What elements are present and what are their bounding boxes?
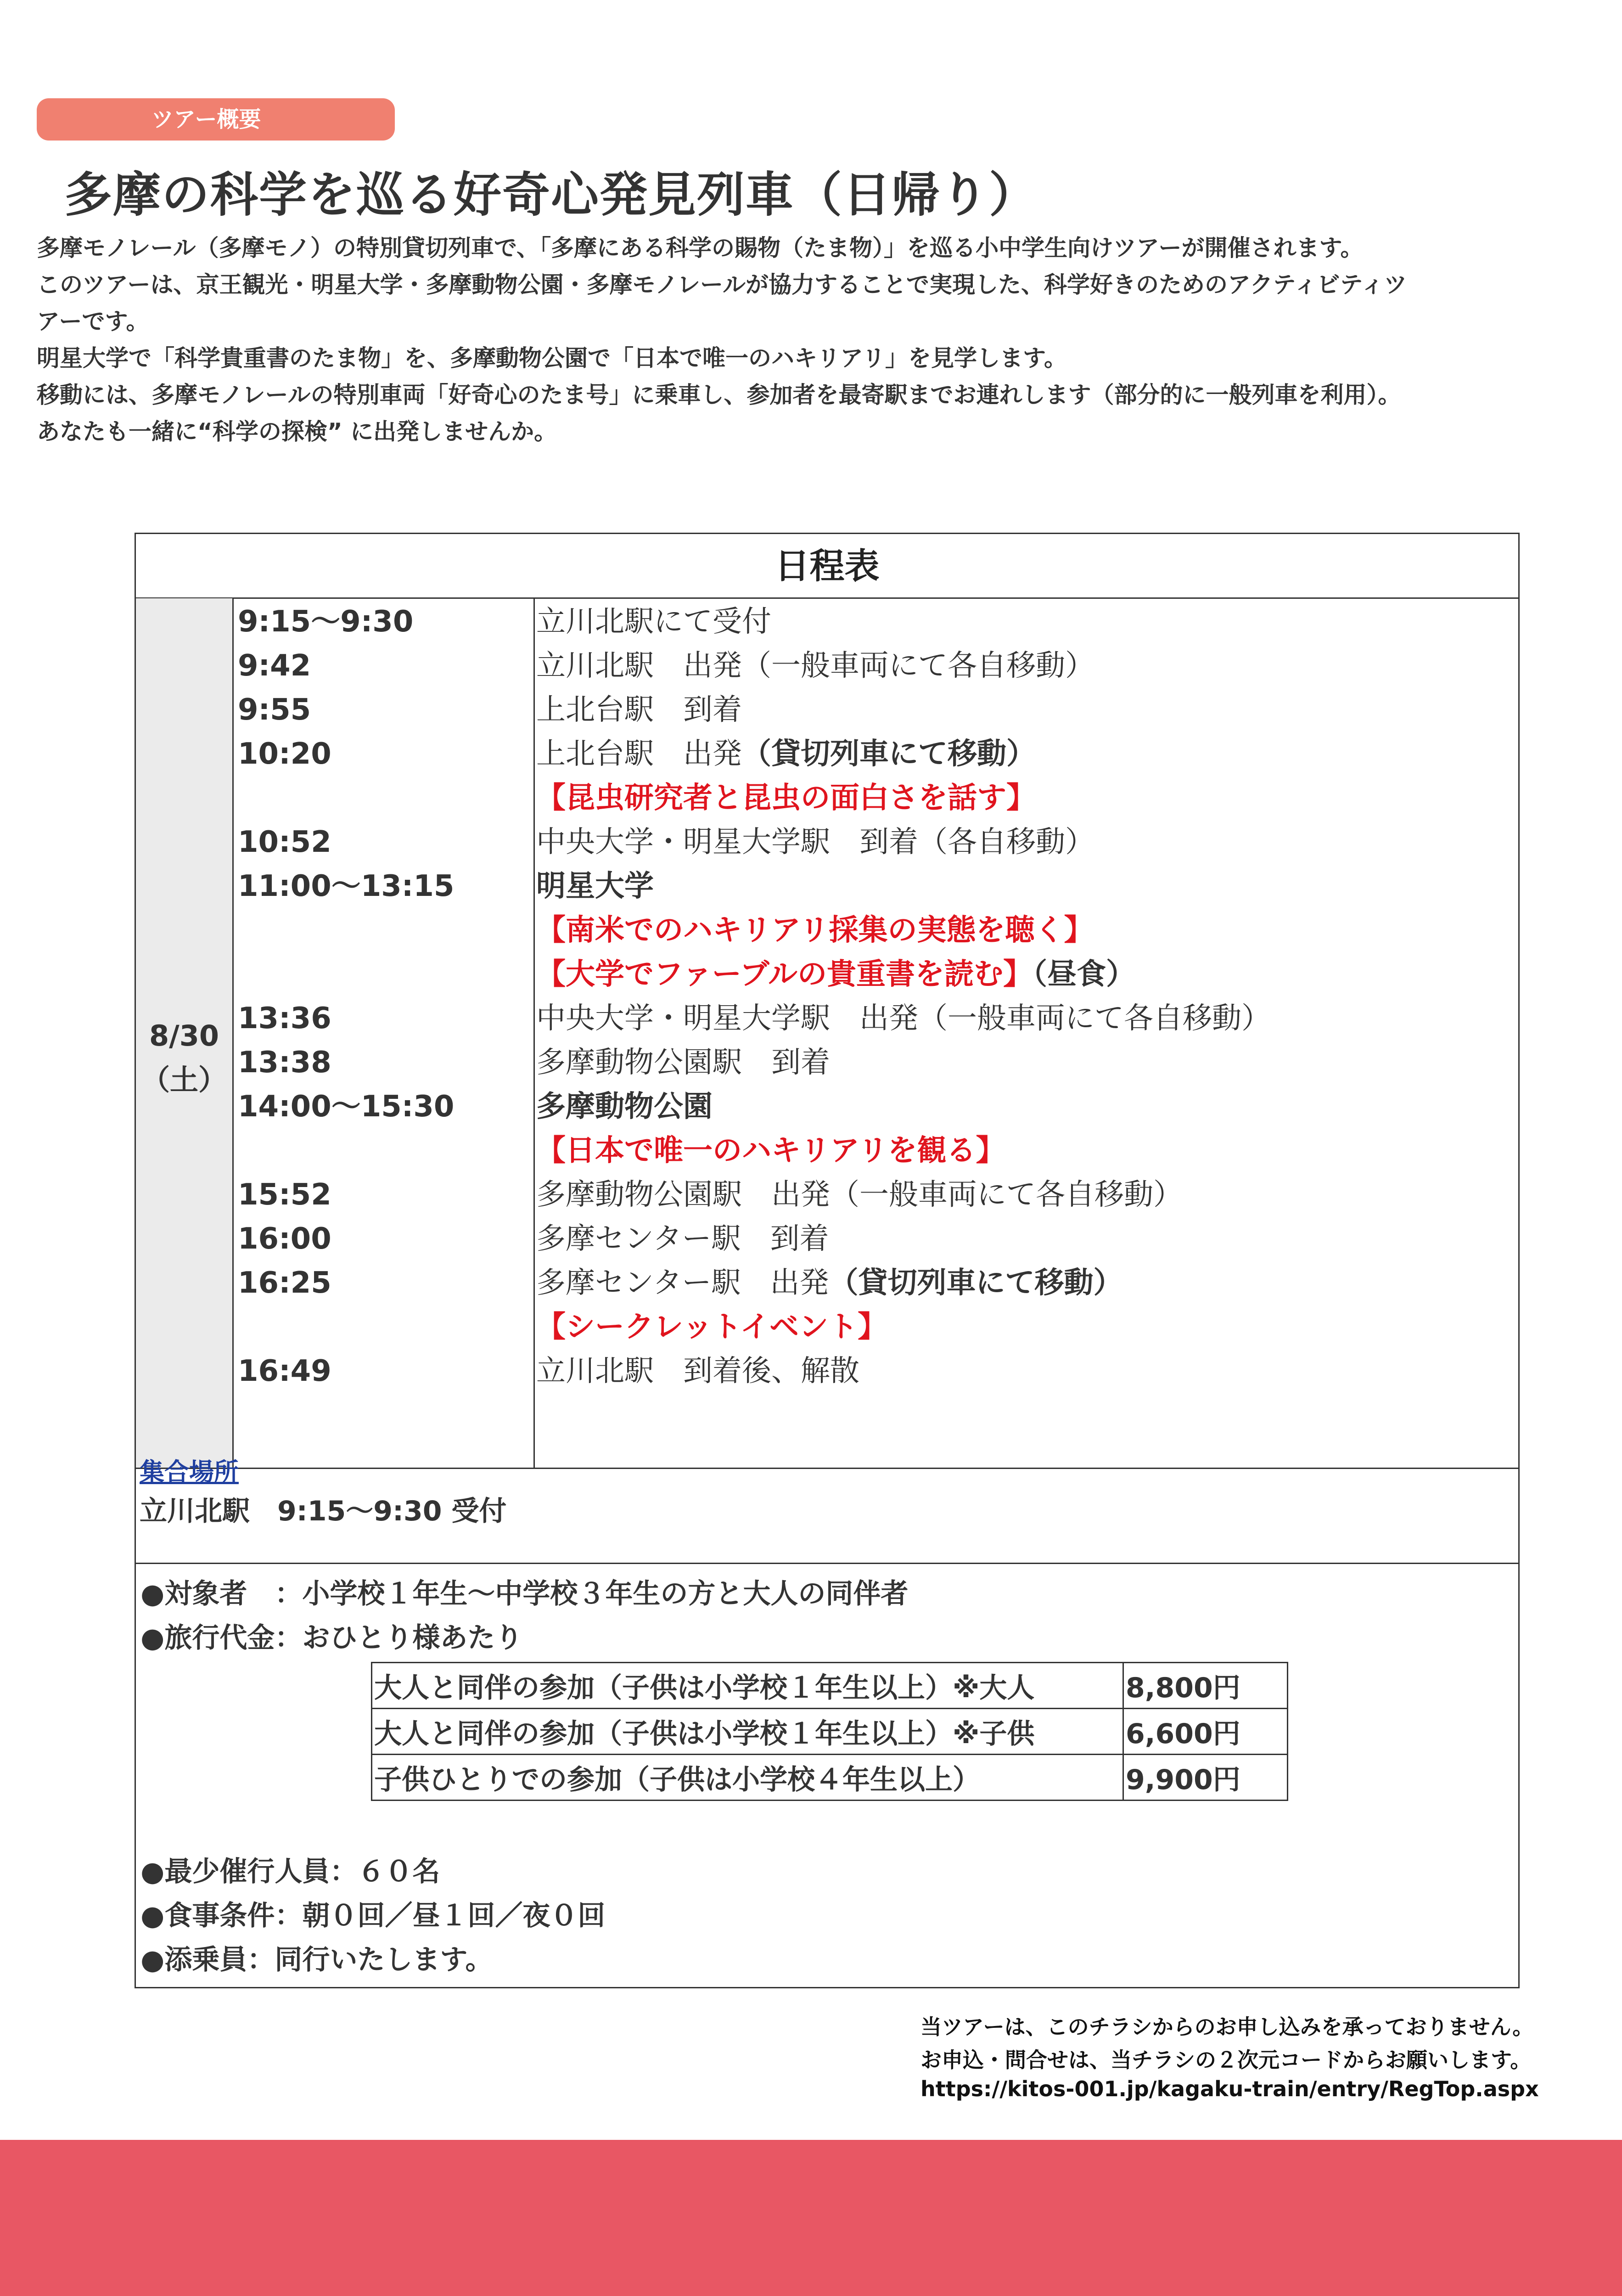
schedule-description	[536, 1261, 1122, 1305]
price-label: 大人と同伴の参加（子供は小学校１年生以上）※大人	[372, 1663, 1123, 1709]
schedule-row	[136, 864, 1518, 908]
schedule-time: 9:55	[238, 693, 311, 727]
schedule-description	[536, 688, 742, 732]
bold-note: （昼食）	[1032, 957, 1135, 991]
schedule-time: 9:42	[238, 649, 311, 683]
divider	[136, 1468, 1518, 1469]
schedule-row	[136, 996, 1518, 1041]
schedule-description	[536, 1041, 830, 1085]
description-text: 多摩動物公園駅 出発（一般車両にて各自移動）	[536, 1178, 1183, 1212]
page-title: 多摩の科学を巡る好奇心発見列車（日帰り）	[64, 167, 1038, 223]
inquiry-note: お申込・問合せは、当チラシの２次元コードからお願いします。	[920, 2048, 1532, 2072]
schedule-row	[136, 1041, 1518, 1085]
schedule-frame	[135, 533, 1520, 1988]
price-row	[372, 1663, 1288, 1709]
schedule-row	[136, 732, 1518, 776]
intro-line: アーです。	[37, 308, 149, 335]
highlight-activity: 【南米でのハキリアリ採集の実態を聴く】	[536, 913, 1094, 947]
footer-band	[0, 2140, 1622, 2296]
schedule-row	[136, 1349, 1518, 1393]
schedule-description	[536, 952, 1135, 996]
divider	[136, 597, 1518, 599]
description-text: 立川北駅 到着後、解散	[536, 1354, 859, 1388]
tour-overview-tag: ツアー概要	[37, 98, 395, 141]
price-value: 9,900円	[1123, 1755, 1288, 1801]
bold-note: （貸切列車にて移動）	[742, 737, 1036, 771]
schedule-description	[536, 820, 1094, 864]
schedule-time: 10:52	[238, 825, 331, 859]
target-audience: ●対象者 ：小学校１年生〜中学校３年生の方と大人の同伴者	[140, 1578, 909, 1610]
bold-note: （貸切列車にて移動）	[829, 1266, 1123, 1300]
schedule-time: 16:25	[238, 1266, 331, 1300]
schedule-time: 11:00〜13:15	[238, 869, 455, 903]
price-value: 6,600円	[1123, 1709, 1288, 1755]
price-table	[371, 1662, 1288, 1801]
highlight-activity: 【昆虫研究者と昆虫の面白さを話す】	[536, 781, 1036, 815]
price-label: 子供ひとりでの参加（子供は小学校４年生以上）	[372, 1755, 1123, 1801]
weekday-label: （土）	[141, 1063, 227, 1097]
intro-line: 多摩モノレール（多摩モノ）の特別貸切列車で、「多摩にある科学の賜物（たま物）」を巡る小中学生向けツアーが開催されます。	[37, 235, 1364, 261]
description-text: 上北台駅 到着	[536, 693, 742, 727]
schedule-time: 16:49	[238, 1354, 331, 1388]
highlight-activity: 【シークレットイベント】	[536, 1310, 887, 1344]
price-row	[372, 1709, 1288, 1755]
description-text: 立川北駅にて受付	[536, 605, 771, 639]
price-row	[372, 1755, 1288, 1801]
schedule-row	[136, 688, 1518, 732]
schedule-description	[536, 1085, 713, 1129]
schedule-row	[136, 600, 1518, 644]
schedule-time: 13:38	[238, 1046, 331, 1080]
meeting-place-label: 集合場所	[140, 1458, 239, 1486]
schedule-row	[136, 952, 1518, 996]
description-text: 多摩センター駅 出発	[536, 1266, 829, 1300]
meal-conditions: ●食事条件：朝０回／昼１回／夜０回	[140, 1900, 606, 1932]
travel-fee: ●旅行代金：おひとり様あたり	[140, 1622, 523, 1654]
schedule-row	[136, 1085, 1518, 1129]
highlight-activity: 【大学でファーブルの貴重書を読む】	[536, 957, 1033, 991]
intro-line: このツアーは、京王観光・明星大学・多摩動物公園・多摩モノレールが協力することで実現した、科学好きのためのアクティビティツ	[37, 271, 1407, 298]
schedule-description	[536, 1129, 1005, 1173]
divider	[136, 1563, 1518, 1564]
meeting-place-text: 立川北駅 9:15〜9:30 受付	[140, 1495, 507, 1527]
description-text: 立川北駅 出発（一般車両にて各自移動）	[536, 649, 1094, 683]
intro-line: あなたも一緒に“科学の探検” に出発しませんか。	[37, 418, 557, 445]
schedule-row	[136, 908, 1518, 952]
schedule-title: 日程表	[775, 546, 880, 586]
schedule-time: 9:15〜9:30	[238, 605, 414, 639]
intro-line: 移動には、多摩モノレールの特別車両「好奇心のたま号」に乗車し、参加者を最寄駅までお連れします（部分的に一般列車を利用）。	[37, 382, 1401, 408]
bold-note: 明星大学	[536, 869, 654, 903]
schedule-time: 13:36	[238, 1002, 331, 1035]
schedule-description	[536, 1217, 829, 1261]
schedule-row	[136, 1305, 1518, 1349]
description-text: 中央大学・明星大学駅 到着（各自移動）	[536, 825, 1094, 859]
description-text: 中央大学・明星大学駅 出発（一般車両にて各自移動）	[536, 1002, 1271, 1035]
schedule-description	[536, 1305, 887, 1349]
entry-url[interactable]: https://kitos-001.jp/kagaku-train/entry/RegTop.aspx	[920, 2077, 1539, 2101]
intro-text	[37, 230, 1607, 450]
schedule-time: 10:20	[238, 737, 331, 771]
schedule-time: 14:00〜15:30	[238, 1090, 455, 1124]
price-label: 大人と同伴の参加（子供は小学校１年生以上）※子供	[372, 1709, 1123, 1755]
minimum-participants: ●最少催行人員：６０名	[140, 1856, 440, 1888]
tour-escort: ●添乗員：同行いたします。	[140, 1944, 493, 1976]
schedule-description	[536, 732, 1036, 776]
schedule-row	[136, 1261, 1518, 1305]
schedule-row	[136, 644, 1518, 688]
schedule-description	[536, 644, 1094, 688]
no-application-note: 当ツアーは、このチラシからのお申し込みを承っておりません。	[920, 2015, 1534, 2039]
price-value: 8,800円	[1123, 1663, 1288, 1709]
description-text: 多摩センター駅 到着	[536, 1222, 829, 1256]
description-text: 上北台駅 出発	[536, 737, 742, 771]
schedule-row	[136, 1217, 1518, 1261]
schedule-description	[536, 996, 1271, 1041]
schedule-row	[136, 1173, 1518, 1217]
schedule-description	[536, 864, 654, 908]
intro-line: 明星大学で「科学貴重書のたま物」を、多摩動物公園で「日本で唯一のハキリアリ」を見学します。	[37, 345, 1067, 371]
schedule-description	[536, 908, 1093, 952]
bold-note: 多摩動物公園	[536, 1090, 713, 1124]
schedule-description	[536, 776, 1036, 820]
schedule-row	[136, 776, 1518, 820]
schedule-description	[536, 1173, 1183, 1217]
schedule-description	[536, 1349, 859, 1393]
schedule-row	[136, 1129, 1518, 1173]
description-text: 多摩動物公園駅 到着	[536, 1046, 830, 1080]
schedule-row	[136, 820, 1518, 864]
date-label: 8/30	[149, 1019, 219, 1052]
schedule-time: 15:52	[238, 1178, 331, 1212]
schedule-time: 16:00	[238, 1222, 331, 1256]
schedule-description	[536, 600, 771, 644]
highlight-activity: 【日本で唯一のハキリアリを観る】	[536, 1134, 1005, 1168]
